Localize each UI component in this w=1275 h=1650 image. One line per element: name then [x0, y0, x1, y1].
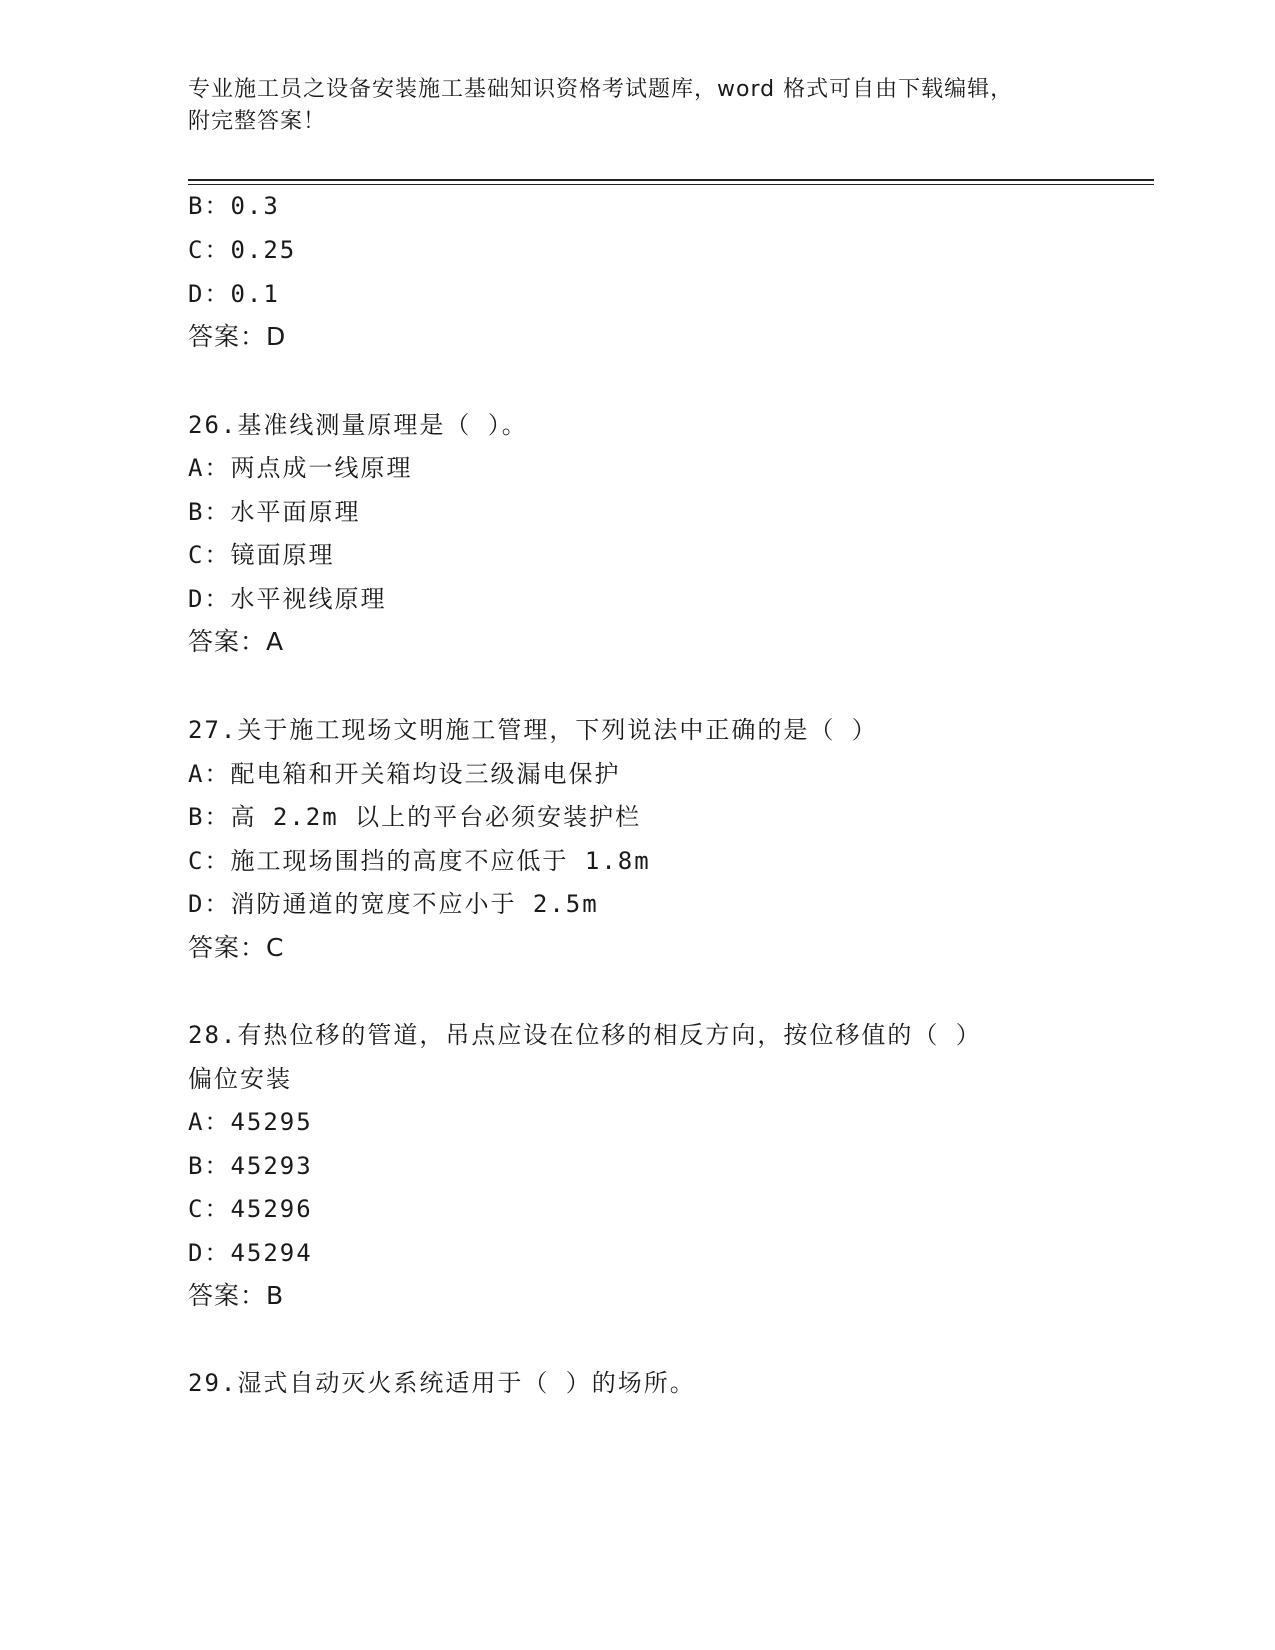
q26-question: 26.基准线测量原理是（ ）。	[188, 411, 528, 439]
q27-option-d: D：消防通道的宽度不应小于 2.5m	[188, 890, 599, 918]
q26-answer: 答案：A	[188, 627, 285, 656]
header-line-1: 专业施工员之设备安装施工基础知识资格考试题库，word 格式可自由下载编辑，	[188, 77, 1014, 102]
q29-question: 29.湿式自动灭火系统适用于（ ）的场所。	[188, 1369, 696, 1397]
q25-option-b: B：0.3	[188, 192, 280, 220]
header-divider-thin	[188, 184, 1154, 185]
q27-option-b: B：高 2.2m 以上的平台必须安装护栏	[188, 803, 642, 831]
document-header	[188, 74, 1088, 138]
q25-option-c: C：0.25	[188, 236, 297, 264]
q26-option-d: D：水平视线原理	[188, 585, 387, 613]
q25-option-d: D：0.1	[188, 280, 280, 308]
q26-option-b: B：水平面原理	[188, 498, 361, 526]
q28-answer: 答案：B	[188, 1281, 285, 1310]
q27-option-a: A：配电箱和开关箱均设三级漏电保护	[188, 760, 621, 788]
q28-option-b: B：45293	[188, 1152, 313, 1180]
q28-question-line-1: 28.有热位移的管道，吊点应设在位移的相反方向，按位移值的（ ）	[188, 1021, 982, 1049]
q27-option-c: C：施工现场围挡的高度不应低于 1.8m	[188, 847, 651, 875]
q28-option-a: A：45295	[188, 1108, 313, 1136]
q27-question: 27.关于施工现场文明施工管理，下列说法中正确的是（ ）	[188, 716, 878, 744]
q28-option-c: C：45296	[188, 1195, 313, 1223]
q26-option-c: C：镜面原理	[188, 541, 335, 569]
q28-option-d: D：45294	[188, 1239, 313, 1267]
q25-answer: 答案：D	[188, 322, 287, 351]
q26-option-a: A：两点成一线原理	[188, 454, 413, 482]
header-line-2: 附完整答案！	[188, 109, 327, 134]
q28-question-line-2: 偏位安装	[188, 1065, 292, 1093]
header-divider-thick	[188, 179, 1154, 181]
q27-answer: 答案：C	[188, 933, 285, 962]
